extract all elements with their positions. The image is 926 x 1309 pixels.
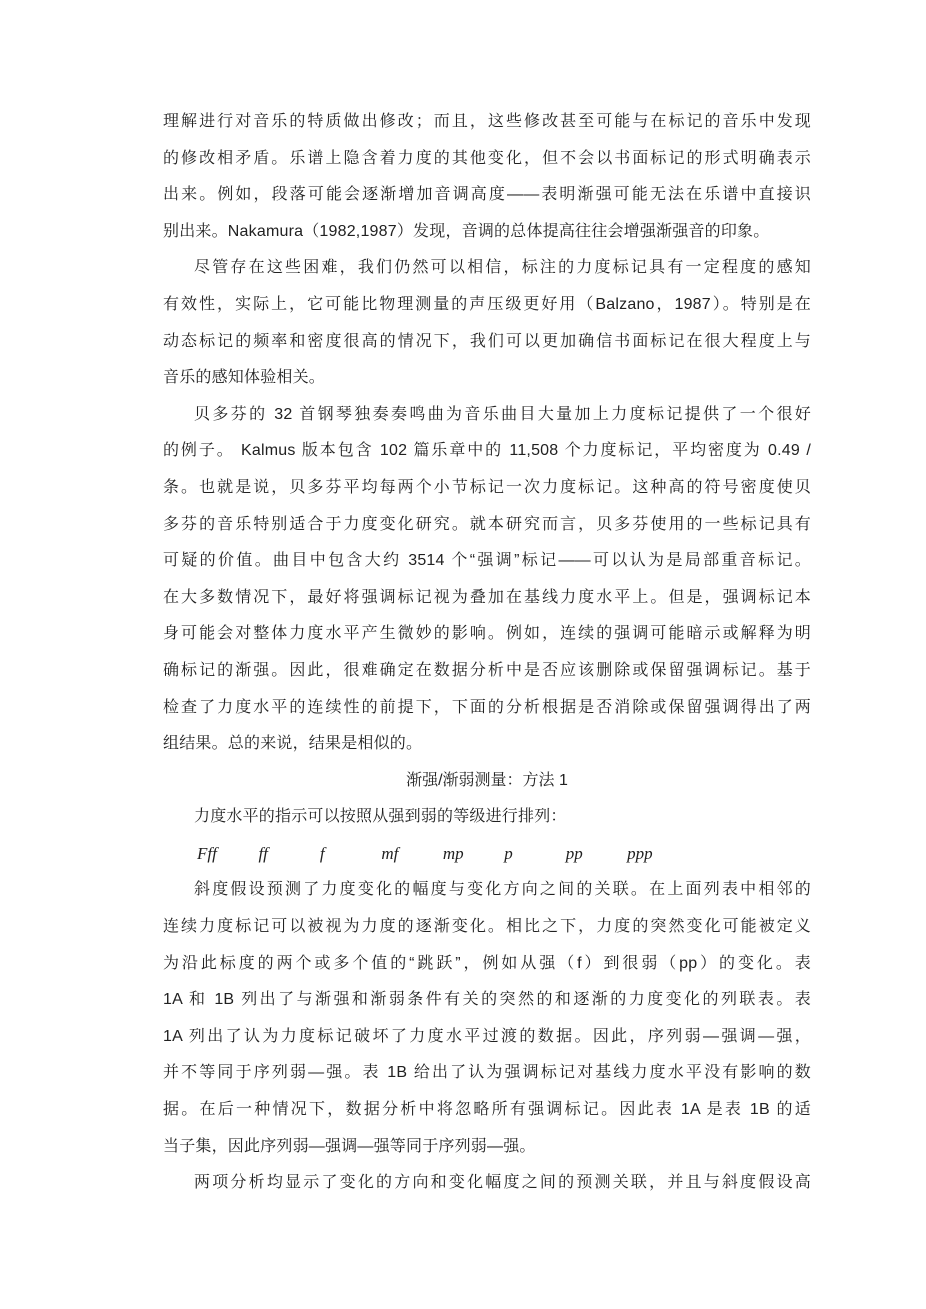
section-heading: 渐强/渐弱测量：方法 1: [406, 771, 568, 789]
body-line: 斜度假设预测了力度变化的幅度与变化方向之间的关联。在上面列表中相邻的: [194, 881, 811, 899]
body-line: 为沿此标度的两个或多个值的“跳跃”，例如从强（f）到很弱（pp）的变化。表: [163, 954, 811, 972]
body-line: 当子集，因此序列弱—强调—强等同于序列弱—强。: [163, 1137, 536, 1155]
body-line: 两项分析均显示了变化的方向和变化幅度之间的预测关联，并且与斜度假设高: [194, 1174, 811, 1192]
text-column: [163, 104, 811, 1202]
body-line: 的修改相矛盾。乐谱上隐含着力度的其他变化，但不会以书面标记的形式明确表示: [163, 149, 811, 167]
paragraph-6: [163, 1165, 811, 1202]
body-line: 可疑的价值。曲目中包含大约 3514 个“强调”标记——可以认为是局部重音标记。: [163, 552, 811, 570]
body-line: 组结果。总的来说，结果是相似的。: [163, 735, 423, 753]
body-line: 并不等同于序列弱—强。表 1B 给出了认为强调标记对基线力度水平没有影响的数: [163, 1064, 811, 1082]
dynamic-marking: mf: [381, 843, 399, 863]
paragraph-1: [163, 104, 811, 250]
dynamic-marking: f: [319, 843, 325, 863]
paragraph-3: [163, 397, 811, 763]
body-line: 确标记的渐强。因此，很难确定在数据分析中是否应该删除或保留强调标记。基于: [163, 661, 811, 679]
body-line: 理解进行对音乐的特质做出修改；而且，这些修改甚至可能与在标记的音乐中发现: [163, 113, 811, 130]
body-line: 动态标记的频率和密度很高的情况下，我们可以更加确信书面标记在很大程度上与: [163, 332, 811, 350]
body-line: 条。也就是说，贝多芬平均每两个小节标记一次力度标记。这种高的符号密度使贝: [163, 478, 811, 496]
body-line: 据。在后一种情况下，数据分析中将忽略所有强调标记。因此表 1A 是表 1B 的适: [163, 1101, 811, 1119]
body-line: 有效性，实际上，它可能比物理测量的声压级更好用（Balzano，1987）。特别是在: [163, 295, 811, 313]
dynamics-scale-row: [163, 836, 811, 873]
dynamic-marking: p: [504, 843, 513, 863]
dynamic-marking: mp: [442, 843, 464, 863]
body-line: 检查了力度水平的连续性的前提下，下面的分析根据是否消除或保留强调得出了两: [163, 698, 811, 716]
dynamic-marking: Fff: [197, 843, 217, 863]
body-line: 贝多芬的 32 首钢琴独奏奏鸣曲为音乐曲目大量加上力度标记提供了一个很好: [194, 405, 811, 423]
dynamic-marking: ff: [258, 843, 268, 863]
body-line: 尽管存在这些困难，我们仍然可以相信，标注的力度标记具有一定程度的感知: [194, 259, 811, 277]
body-line: 多芬的音乐特别适合于力度变化研究。就本研究而言，贝多芬使用的一些标记具有: [163, 515, 811, 533]
body-line: 的例子。 Kalmus 版本包含 102 篇乐章中的 11,508 个力度标记，平均密度为 0.49 /: [163, 442, 811, 460]
body-line: 1A 列出了认为力度标记破坏了力度水平过渡的数据。因此，序列弱—强调—强，: [163, 1027, 811, 1045]
body-line: 音乐的感知体验相关。: [163, 369, 326, 387]
body-line: 身可能会对整体力度水平产生微妙的影响。例如，连续的强调可能暗示或解释为明: [163, 625, 811, 643]
body-line: 1A 和 1B 列出了与渐强和渐弱条件有关的突然的和逐渐的力度变化的列联表。表: [163, 991, 811, 1009]
body-line: 力度水平的指示可以按照从强到弱的等级进行排列：: [194, 808, 567, 826]
body-line: 别出来。Nakamura（1982,1987）发现，音调的总体提高往往会增强渐强音的印象。: [163, 222, 770, 240]
paragraph-5: [163, 872, 811, 1165]
dynamic-marking: ppp: [627, 843, 653, 863]
paragraph-2: [163, 250, 811, 396]
body-line: 连续力度标记可以被视为力度的逐渐变化。相比之下，力度的突然变化可能被定义: [163, 918, 811, 936]
body-line: 在大多数情况下，最好将强调标记视为叠加在基线力度水平上。但是，强调标记本: [163, 588, 811, 606]
paragraph-4: [163, 799, 811, 836]
dynamic-marking: pp: [565, 843, 583, 863]
body-line: 出来。例如，段落可能会逐渐增加音调高度——表明渐强可能无法在乐谱中直接识: [163, 186, 811, 204]
